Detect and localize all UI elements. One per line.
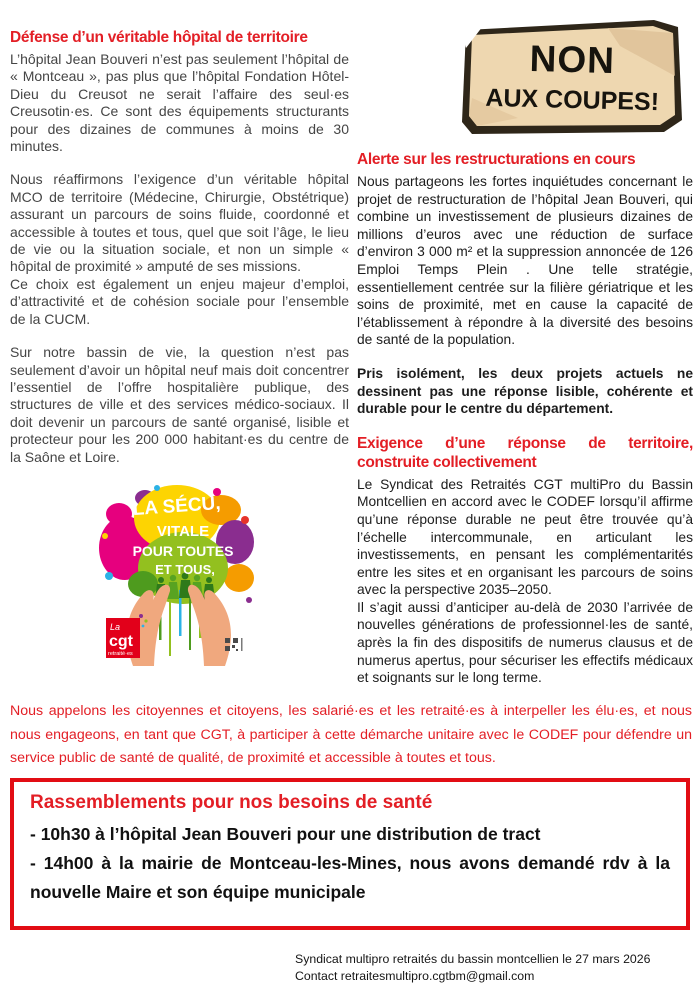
svg-text:retraité·es: retraité·es [108, 650, 133, 657]
rally-heading: Rassemblements pour nos besoins de santé [30, 792, 433, 813]
footer [295, 951, 695, 985]
paragraph-anticiper-2030: Il s’agit aussi d’anticiper au-delà de 2030 l’arrivée de nouvelles générations de professionnel·les de santé, après la fin des dispositifs de numerus clausus et de numerus apertus, pour sécuriser les effectifs médicaux et soignants sur le long terme. [357, 599, 693, 686]
rally-item-14h00: - 14h00 à la mairie de Montceau-les-Mines, nous avons demandé rdv à la nouvelle Maire et son équipe municipale [30, 853, 670, 902]
paragraph-restructuration: Nous partageons les fortes inquiétudes concernant le projet de restructuration de l’hôpital Jean Bouveri, qui combine un investissement de plusieurs dizaines de millions d’euros avec une réduction de surface d’environ 3 000 m² et la suppression annoncée de 126 Emploi Temps Plein . Une telle stratégie, essentiellement centrée sur la filière gériatrique et les soins de proximité, met en cause la capacité de l’établissement à répondre à la diversité des besoins de santé de la population. [357, 174, 693, 348]
svg-text:cgt: cgt [109, 632, 133, 650]
poster-title-line4: ET TOUS, [155, 561, 215, 577]
heading-defense-hopital: Défense d’un véritable hôpital de territoire [10, 29, 308, 46]
sign-text-aux-coupes: AUX COUPES! [485, 83, 660, 117]
appeal-paragraph: Nous appelons les citoyennes et citoyens, les salarié·es et les retraité·es à interpeller les élu·es, et nous nous engageons, en tant que CGT, à participer à cette démarche unitaire avec le CODEF pour défendre un service public de santé de qualité, de proximité et accessible à toutes et tous. [10, 703, 692, 766]
la-secu-poster-artwork [99, 480, 259, 666]
rally-box [10, 778, 690, 930]
footer-line-contact: Contact retraitesmultipro.cgtbm@gmail.com [295, 969, 535, 983]
heading-alerte-restructurations: Alerte sur les restructurations en cours [357, 151, 636, 168]
left-column [10, 28, 349, 666]
paragraph-syndicat-codef: Le Syndicat des Retraités CGT multiPro du Bassin Montcellien en accord avec le CODEF lorsqu’il affirme qu’une réponse durable ne peut être trouvée qu’à l’échelle intercommunale, en articulant les investissements, en pensant les complémentarités entre les sites et en organisant les parcours de soins avec la perspective 2035–2050. [357, 476, 693, 598]
heading-exigence-line2: construite collectivement [357, 453, 537, 471]
paragraph-bassin-de-vie: Sur notre bassin de vie, la question n’est pas seulement d’avoir un hôpital neuf mais doit concentrer l’essentiel de l’offre hospitalière publique, des structures de ville et des services médico-sociaux. Il doit devenir un parcours de santé organisé, lisible et protecteur pour les 200 000 habitant·es du centre de la Saône et Loire. [10, 344, 349, 465]
heading-exigence-line1: Exigence d’une réponse de territoire, [357, 434, 693, 452]
paragraph-pris-isolement: Pris isolément, les deux projets actuels ne dessinent pas une réponse lisible, cohérente et durable pour le centre du département. [357, 365, 693, 417]
sign-text-non: NON [529, 37, 616, 82]
la-secu-poster [99, 480, 259, 666]
footer-line-syndicat: Syndicat multipro retraités du bassin montcellien le 27 mars 2026 [295, 952, 651, 966]
paragraph-hopital-bouveri: L’hôpital Jean Bouveri n’est pas seulement l’hôpital de « Montceau », pas plus que l’hôpital Fondation Hôtel-Dieu du Creusot ne serait l’affaire des seul·es Creusotin·es. Ce sont des équipements structurants pour des dizaines de communes à moins de 30 minutes. [10, 51, 349, 155]
non-aux-coupes-sign [458, 18, 690, 142]
poster-title-line2: VITALE [156, 522, 210, 540]
svg-text:La: La [110, 621, 121, 632]
paragraph-enjeu-emploi: Ce choix est également un enjeu majeur d’emploi, d’attractivité et de cohésion sociale pour l’ensemble de la CUCM. [10, 275, 349, 327]
poster-title-line3: POUR TOUTES [132, 542, 234, 559]
poster-title-line1: LA SÉCU, [132, 492, 222, 520]
right-column [357, 150, 693, 687]
paragraph-mco-territoire: Nous réaffirmons l’exigence d’un véritable hôpital MCO de territoire (Médecine, Chirurgie, Obstétrique) assurant un parcours de soins fluide, coordonné et accessible à toutes et tous, quel que soit l’âge, le lieu de vie ou la situation sociale, et non un simple « hôpital de proximité » amputé de ses missions. [10, 171, 349, 275]
heading-exigence-reponse [357, 434, 693, 472]
rally-item-10h30: - 10h30 à l’hôpital Jean Bouveri pour une distribution de tract [30, 824, 541, 844]
